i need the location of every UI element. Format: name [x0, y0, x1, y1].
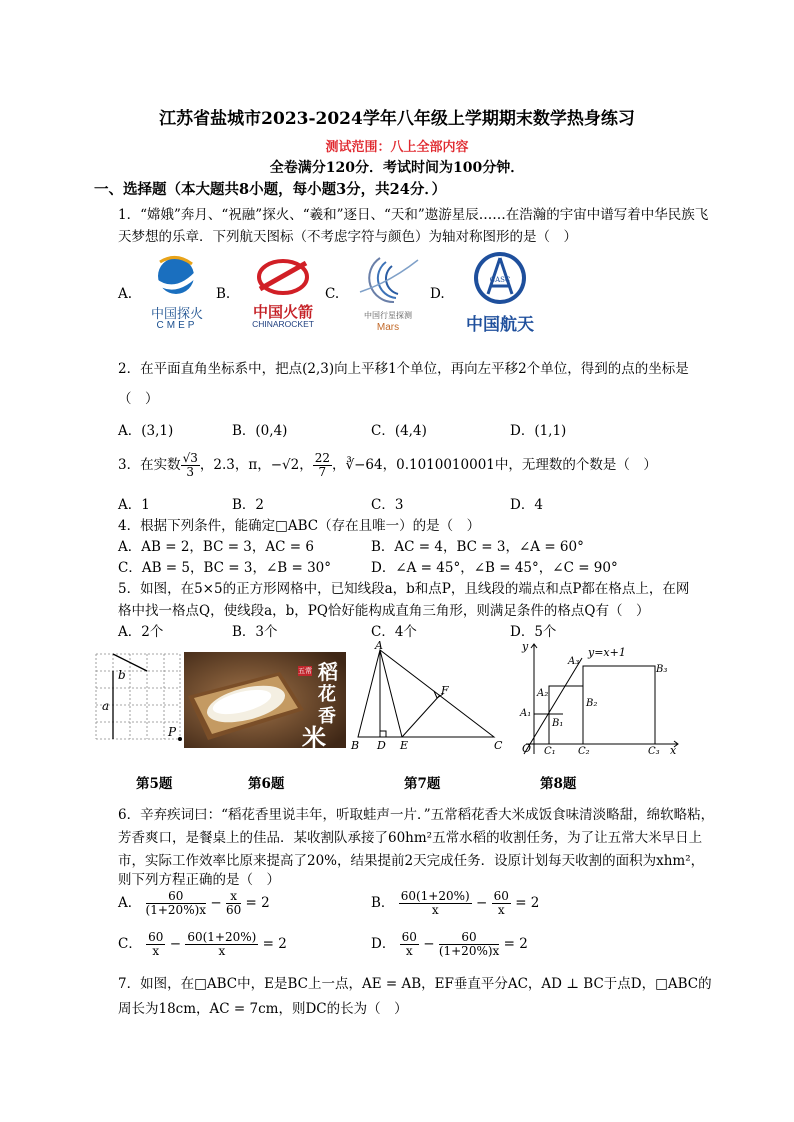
q4-stem: 4．根据下列条件，能确定□ABC（存在且唯一）的是（ ）	[118, 518, 481, 534]
q3-option-d: D．4	[510, 497, 543, 513]
q5-line1: 5．如图，在5×5的正方形网格中，已知线段a，b和点P，且线段的端点和点P都在格点上，在网	[118, 581, 690, 597]
test-scope: 测试范围：八上全部内容	[325, 140, 469, 155]
svg-text:C₃: C₃	[648, 746, 660, 757]
svg-text:b: b	[118, 668, 126, 682]
q6-option-b: B． $\frac{60(1+20\%)}{x}$ − $\frac{60}{x}$ = 2	[371, 889, 540, 917]
svg-text:P: P	[168, 725, 177, 739]
svg-text:y: y	[522, 640, 529, 653]
q1-label-a: A.	[118, 286, 133, 302]
svg-text:A₁: A₁	[520, 708, 532, 719]
svg-text:B₂: B₂	[586, 698, 598, 709]
q5-option-b: B．3个	[232, 624, 278, 640]
q4-option-b: B．AC = 4，BC = 3，∠A = 60°	[371, 539, 584, 555]
q4-option-c: C．AB = 5，BC = 3，∠B = 30°	[118, 560, 332, 576]
svg-text:A₃: A₃	[568, 656, 580, 667]
figure-8-coordinate-squares	[510, 636, 690, 762]
q3-stem: 3．在实数 $\frac{√3}{3}$ ，2.3̇，π，−√2， $\frac{22}{7}$ ，∛−64，0.1010010001中，无理数的个数是（ ）	[118, 451, 657, 479]
figure-6-caption: 第6题	[248, 776, 285, 792]
q6-option-c: C． $\frac{60}{x}$ − $\frac{60(1+20\%)}{x}$ = 2	[118, 930, 287, 958]
page-title: 江苏省盐城市2023-2024学年八年级上学期期末数学热身练习	[159, 109, 635, 129]
q3-option-c: C．3	[371, 497, 404, 513]
svg-text:x: x	[670, 744, 677, 757]
figure-6-rice-image: 稻 花 香 米 五常	[184, 652, 346, 748]
q1-label-b: B.	[216, 286, 231, 302]
svg-text:A₂: A₂	[537, 688, 549, 699]
q1-label-c: C.	[325, 286, 340, 302]
svg-text:F: F	[441, 684, 449, 697]
figure-7-caption: 第7题	[404, 776, 441, 792]
svg-text:C: C	[494, 739, 503, 752]
q2-line2: （ ）	[118, 391, 159, 407]
q6-option-d: D． $\frac{60}{x}$ − $\frac{60}{(1+20\%)x}$ = 2	[371, 930, 528, 958]
svg-text:C₂: C₂	[578, 746, 590, 757]
casc-logo-icon: CASC 中国航天	[460, 248, 540, 338]
q6-line2: 芳香爽口，是餐桌上的佳品．某收割队承接了60hm²五常水稻的收割任务，为了让五常大米早日上	[118, 830, 703, 846]
q2-line1: 2．在平面直角坐标系中，把点(2,3)向上平移1个单位，再向左平移2个单位，得到的点的坐标是	[118, 361, 689, 377]
q1-line1: 1．“嫦娥”奔月、“祝融”探火、“羲和”逐日、“天和”遨游星辰……在浩瀚的宇宙中谱写着中华民族飞	[118, 207, 709, 223]
svg-text:D: D	[377, 739, 386, 752]
q5-option-c: C．4个	[371, 624, 417, 640]
q6-line4: 则下列方程正确的是（ ）	[118, 872, 280, 888]
q2-option-c: C．(4,4)	[371, 423, 427, 439]
figure-7-triangle	[346, 640, 506, 759]
svg-text:B₃: B₃	[656, 664, 668, 675]
section-heading: 一、选择题（本大题共8小题，每小题3分，共24分．）	[94, 181, 447, 198]
svg-text:CASC: CASC	[489, 276, 511, 284]
q5-option-d: D．5个	[510, 624, 557, 640]
q7-line1: 7．如图，在□ABC中，E是BC上一点，AE = AB，EF垂直平分AC，AD ⊥ BC于点D，□ABC的	[118, 976, 712, 992]
svg-text:B: B	[351, 739, 360, 752]
svg-text:y=x+1: y=x+1	[588, 646, 626, 659]
q7-line2: 周长为18cm，AC = 7cm，则DC的长为（ ）	[118, 1001, 408, 1017]
q6-line3: 市，实际工作效率比原来提高了20%，结果提前2天完成任务．设原计划每天收割的面积为xhm²，	[118, 853, 705, 869]
svg-text:a: a	[102, 699, 110, 713]
svg-text:B₁: B₁	[552, 718, 564, 729]
q4-option-a: A．AB = 2，BC = 3，AC = 6	[118, 539, 314, 555]
china-planetary-exploration-logo-icon: 中国行星探测 Mars	[350, 252, 426, 336]
q4-option-d: D．∠A = 45°，∠B = 45°，∠C = 90°	[371, 560, 618, 576]
q3-option-b: B．2	[232, 497, 265, 513]
cmep-logo-icon: 中国探火 CMEP	[140, 250, 212, 335]
exam-info: 全卷满分120分．考试时间为100分钟．	[269, 160, 525, 176]
figure-5-caption: 第5题	[136, 776, 173, 792]
q5-option-a: A．2个	[118, 624, 164, 640]
q2-option-a: A．(3,1)	[118, 423, 174, 439]
q2-option-d: D．(1,1)	[510, 423, 567, 439]
q1-label-d: D.	[430, 286, 445, 302]
svg-text:C₁: C₁	[544, 746, 556, 757]
q6-option-a: A． $\frac{60}{(1+20\%)x}$ − $\frac{x}{60}$ = 2	[118, 889, 270, 917]
q5-line2: 格中找一格点Q，使线段a，b，PQ恰好能构成直角三角形，则满足条件的格点Q有（ ）	[118, 603, 650, 619]
q3-option-a: A．1	[118, 497, 150, 513]
svg-text:A: A	[375, 640, 383, 652]
q1-line2: 天梦想的乐章．下列航天图标（不考虑字符与颜色）为轴对称图形的是（ ）	[118, 229, 577, 245]
q2-option-b: B．(0,4)	[232, 423, 288, 439]
figure-8-caption: 第8题	[540, 776, 577, 792]
china-rocket-logo-icon: 中国火箭 CHINAROCKET	[240, 255, 326, 335]
svg-text:O: O	[522, 742, 532, 755]
figure-5-grid	[94, 652, 186, 748]
q6-line1: 6．辛弃疾词曰：“稻花香里说丰年，听取蛙声一片．”五常稻花香大米成饭食味清淡略甜，绵软略粘，	[118, 807, 715, 823]
svg-text:E: E	[400, 739, 409, 752]
